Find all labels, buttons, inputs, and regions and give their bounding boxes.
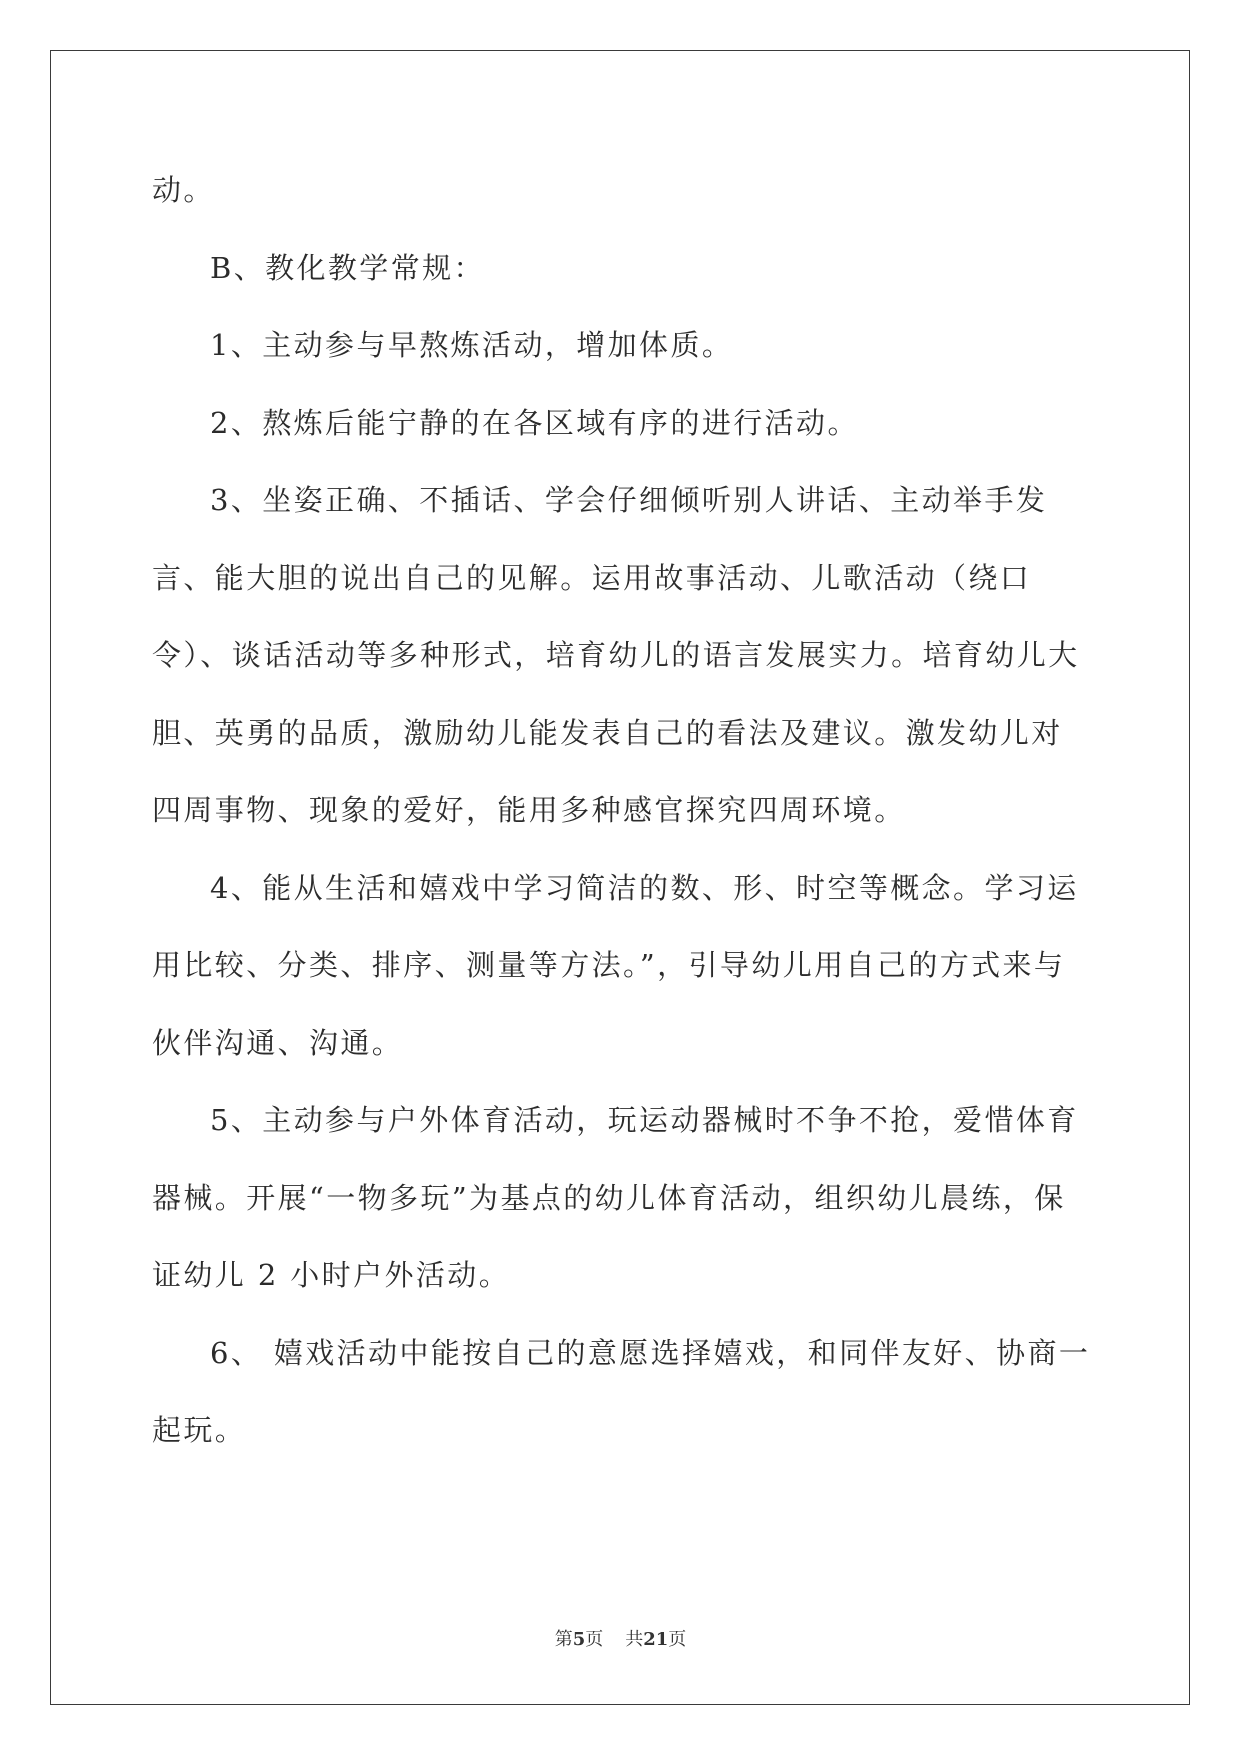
- list-item-2: 2、熬炼后能宁静的在各区域有序的进行活动。: [210, 405, 859, 440]
- list-item-6: 6、 嬉戏活动中能按自己的意愿选择嬉戏，和同伴友好、协商一起玩。: [152, 1335, 1091, 1447]
- list-item-1: 1、主动参与早熬炼活动，增加体质。: [210, 328, 734, 362]
- page-number: 5: [572, 1629, 586, 1650]
- list-item-4: 4、能从生活和嬉戏中学习简洁的数、形、时空等概念。学习运用比较、分类、排序、测量等方法。”，引导幼儿用自己的方式来与伙伴沟通、沟通。: [152, 870, 1079, 1060]
- total-pages: 21: [643, 1629, 669, 1650]
- list-item-3: 3、坐姿正确、不插话、学会仔细倾听别人讲话、主动举手发言、能大胆的说出自己的见解。运用故事活动、儿歌活动（绕口令）、谈话活动等多种形式，培育幼儿的语言发展实力。培育幼儿大胆、英勇的品质，激励幼儿能发表自己的看法及建议。激发幼儿对四周事物、现象的爱好，能用多种感官探究四周环境。: [152, 483, 1080, 827]
- paragraph-continuation: 动。: [152, 173, 215, 207]
- total-prefix: 共: [625, 1629, 644, 1650]
- document-body: [152, 152, 1092, 1470]
- list-item-5: 5、主动参与户外体育活动，玩运动器械时不争不抢，爱惜体育器械。开展“一物多玩”为基点的幼儿体育活动，组织幼儿晨练，保证幼儿 2 小时户外活动。: [152, 1103, 1079, 1292]
- page-prefix: 第: [554, 1629, 573, 1650]
- page-suffix: 页: [585, 1629, 604, 1650]
- total-suffix: 页: [668, 1629, 687, 1650]
- section-heading: B、教化教学常规：: [210, 250, 485, 285]
- page-footer: [0, 1625, 1241, 1651]
